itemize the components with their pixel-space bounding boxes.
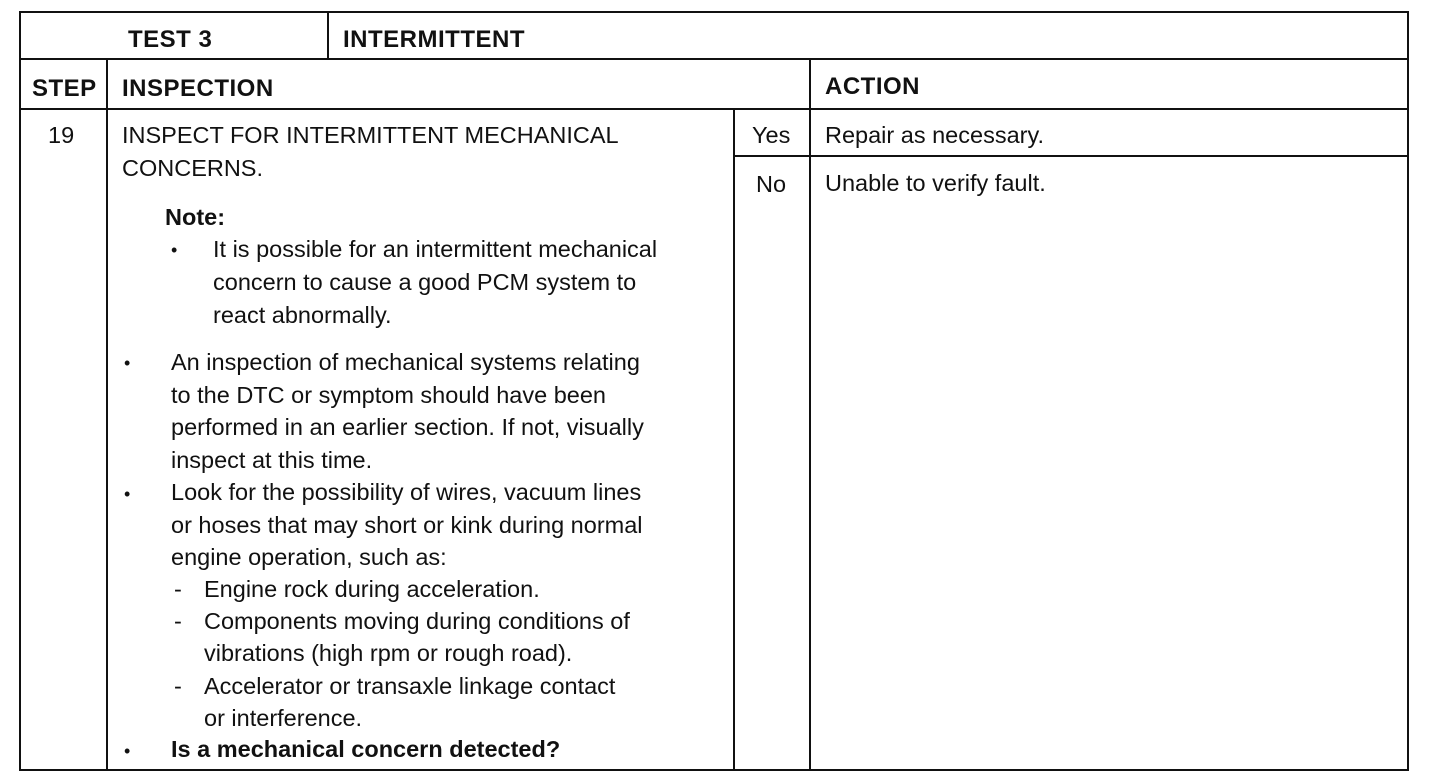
bullet-line: or hoses that may short or kink during normal <box>171 512 643 538</box>
bullet-line: Look for the possibility of wires, vacuum lines <box>171 479 642 505</box>
note-line: concern to cause a good PCM system to <box>213 269 637 295</box>
bullet-line: inspect at this time. <box>171 447 373 473</box>
bullet-icon: • <box>124 741 131 761</box>
step-column-header: STEP <box>32 75 97 102</box>
answer-yes: Yes <box>752 122 791 148</box>
column-header-divider <box>19 108 1409 110</box>
inspection-heading-line: CONCERNS. <box>122 155 264 181</box>
test-title: INTERMITTENT <box>343 26 525 53</box>
step-column-divider <box>106 58 108 771</box>
inspection-column-header: INSPECTION <box>122 75 274 102</box>
sub-item-line: Engine rock during acceleration. <box>204 576 540 602</box>
sub-item-line: Accelerator or transaxle linkage contact <box>204 673 616 699</box>
bullet-line: to the DTC or symptom should have been <box>171 382 606 408</box>
test-label-divider <box>327 11 329 59</box>
dash-icon: - <box>174 576 182 602</box>
note-line: react abnormally. <box>213 302 392 328</box>
action-column-divider <box>809 58 811 771</box>
bullet-icon: • <box>124 353 131 373</box>
sub-item-line: Components moving during conditions of <box>204 608 630 634</box>
action-yes: Repair as necessary. <box>825 122 1044 148</box>
dash-icon: - <box>174 673 182 699</box>
bullet-line: engine operation, such as: <box>171 544 447 570</box>
action-no: Unable to verify fault. <box>825 170 1046 196</box>
inspection-heading-line: INSPECT FOR INTERMITTENT MECHANICAL <box>122 122 619 148</box>
bullet-line: performed in an earlier section. If not, visually <box>171 414 644 440</box>
bullet-icon: • <box>171 240 178 260</box>
note-label: Note: <box>165 204 226 230</box>
yes-no-divider <box>733 155 1409 157</box>
test-label: TEST 3 <box>128 26 213 53</box>
bullet-line: An inspection of mechanical systems relating <box>171 349 640 375</box>
bullet-icon: • <box>124 484 131 504</box>
dash-icon: - <box>174 608 182 634</box>
answer-column-divider <box>733 108 735 771</box>
question: Is a mechanical concern detected? <box>171 736 561 762</box>
step-number: 19 <box>48 122 75 148</box>
answer-no: No <box>756 171 787 197</box>
sub-item-line: vibrations (high rpm or rough road). <box>204 640 573 666</box>
sub-item-line: or interference. <box>204 705 363 731</box>
action-column-header: ACTION <box>825 73 920 100</box>
note-line: It is possible for an intermittent mechanical <box>213 236 658 262</box>
header-divider <box>19 58 1409 60</box>
